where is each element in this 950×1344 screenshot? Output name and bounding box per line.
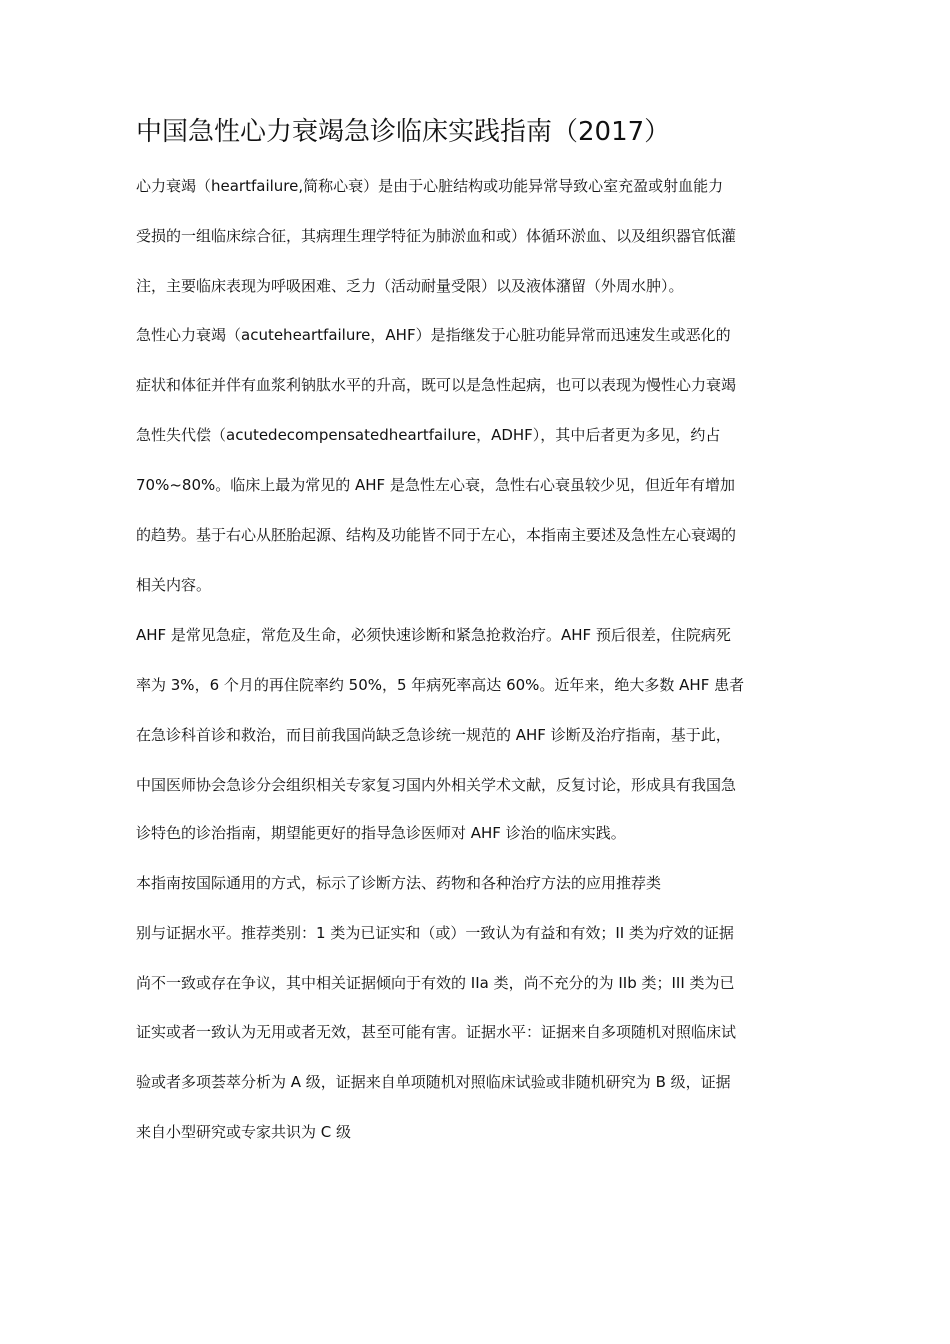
text-line: 症状和体征并伴有血浆利钠肽水平的升高，既可以是急性起病，也可以表现为慢性心力衰竭 bbox=[136, 376, 737, 394]
text-line: 在急诊科首诊和救治，而目前我国尚缺乏急诊统一规范的 AHF 诊断及治疗指南，基于此， bbox=[136, 726, 731, 744]
text-line: 诊特色的诊治指南，期望能更好的指导急诊医师对 AHF 诊治的临床实践。 bbox=[136, 824, 626, 842]
text-line: 的趋势。基于右心从胚胎起源、结构及功能皆不同于左心，本指南主要述及急性左心衰竭的 bbox=[136, 526, 737, 544]
text-line: 急性心力衰竭（acuteheartfailure，AHF）是指继发于心脏功能异常而迅速发生或恶化的 bbox=[136, 326, 731, 344]
text-line: 别与证据水平。推荐类别：1 类为已证实和（或）一致认为有益和有效；II 类为疗效的证据 bbox=[136, 924, 734, 942]
document-title: 中国急性心力衰竭急诊临床实践指南（2017） bbox=[136, 117, 671, 147]
text-line: 心力衰竭（heartfailure,简称心衰）是由于心脏结构或功能异常导致心室充盈或射血能力 bbox=[136, 177, 724, 195]
text-line: 急性失代偿（acutedecompensatedheartfailure，ADHF），其中后者更为多见，约占 bbox=[136, 426, 721, 444]
text-line: 注，主要临床表现为呼吸困难、乏力（活动耐量受限）以及液体潴留（外周水肿）。 bbox=[136, 277, 684, 295]
text-line: 相关内容。 bbox=[136, 576, 212, 594]
text-line: 证实或者一致认为无用或者无效，甚至可能有害。证据水平：证据来自多项随机对照临床试 bbox=[136, 1023, 737, 1041]
text-line: 受损的一组临床综合征，其病理生理学特征为肺淤血和或）体循环淤血、以及组织器官低灌 bbox=[136, 227, 737, 245]
text-line: 率为 3%，6 个月的再住院率约 50%，5 年病死率高达 60%。近年来，绝大多数 AHF 患者 bbox=[136, 676, 745, 694]
text-line: AHF 是常见急症，常危及生命，必须快速诊断和紧急抢救治疗。AHF 预后很差，住院病死 bbox=[136, 626, 731, 644]
text-line: 70%~80%。临床上最为常见的 AHF 是急性左心衰，急性右心衰虽较少见，但近年有增加 bbox=[136, 476, 735, 494]
text-line: 验或者多项荟萃分析为 A 级，证据来自单项随机对照临床试验或非随机研究为 B 级，证据 bbox=[136, 1073, 731, 1091]
text-line: 尚不一致或存在争议，其中相关证据倾向于有效的 IIa 类，尚不充分的为 IIb 类；III 类为已 bbox=[136, 974, 735, 992]
text-line: 来自小型研究或专家共识为 C 级 bbox=[136, 1123, 352, 1141]
text-line: 中国医师协会急诊分会组织相关专家复习国内外相关学术文献，反复讨论，形成具有我国急 bbox=[136, 776, 737, 794]
text-line: 本指南按国际通用的方式，标示了诊断方法、药物和各种治疗方法的应用推荐类 bbox=[136, 874, 662, 892]
